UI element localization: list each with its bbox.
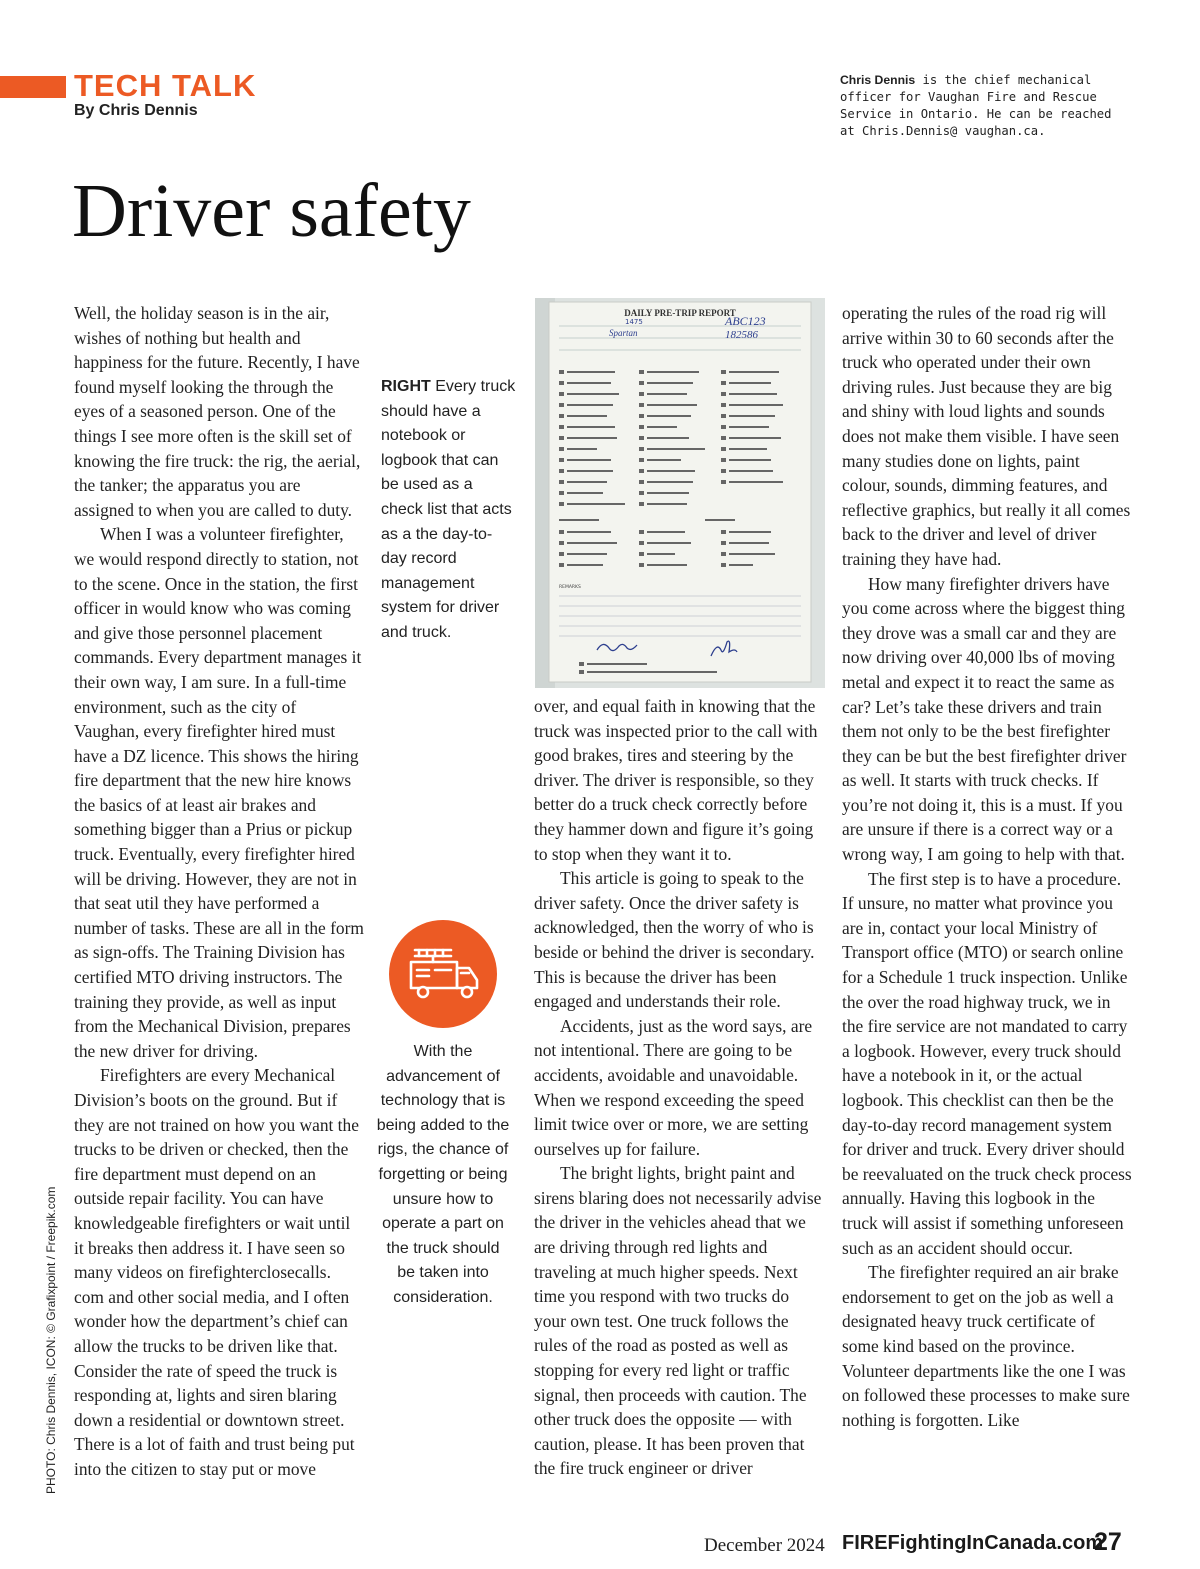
- form-plate-value: ABC123: [725, 314, 766, 328]
- paragraph: The firefighter required an air brake endorsement to get on the job as well a designated heavy truck certificate of some kind based on the province. Volunteer departments like the one I was on followed these processes to make sure nothing is forgotten. Like: [842, 1262, 1130, 1430]
- footer-site: FIREFightingInCanada.com: [842, 1532, 1104, 1554]
- photo-credits: PHOTO: Chris Dennis, ICON: © Grafixpoint / Freepik.com: [44, 1186, 58, 1494]
- paragraph: The bright lights, bright paint and sirens blaring does not necessarily advise the driver in the vehicles ahead that we are driving through red lights and traveling at much higher speeds. Next time you respond with two trucks do your own test. One truck follows the rules of the road as posted as well as stopping for every red light or traffic signal, then proceeds with caution. The other truck does the opposite — with caution, please. It has been proven that the fire truck engineer or driver: [534, 1163, 822, 1479]
- paragraph: operating the rules of the road rig will arrive within 30 to 60 seconds after the truck who operated under their own driving rules. Just because they are big and shiny with loud lights and sounds does not make them visible. I have seen many studies done on lights, paint colour, sounds, dimming features, and reflective graphics, but really it all comes back to the driver and level of driver training they have had.: [842, 303, 1131, 569]
- section-accent-bar: [0, 76, 66, 98]
- photo-caption: [381, 375, 516, 646]
- article-column-2: [534, 694, 824, 1481]
- byline: By Chris Dennis: [74, 102, 198, 119]
- form-odometer-value: 182586: [725, 329, 758, 341]
- form-title: DAILY PRE-TRIP REPORT: [624, 308, 736, 318]
- checklist-photo-graphic: [535, 298, 825, 688]
- paragraph: When I was a volunteer firefighter, we would respond directly to station, not to the scene. Once in the station, the first officer in would know who was coming and give those personnel placement commands. Every department manages it their own way, I am sure. In a full-time environment, such as the city of Vaughan, every firefighter hired must have a DZ licence. This shows the hiring fire department that the new hire knows the basics of at least air brakes and something bigger than a Prius or pickup truck. Eventually, every firefighter hired will be driving. However, they are not in that seat util they have performed a number of tasks. These are all in the form as sign-offs. The Training Division has certified MTO driving instructors. The training they provide, as well as input from the Mechanical Division, prepares the new driver for driving.: [74, 524, 364, 1061]
- form-unit-number: 1475: [625, 318, 643, 326]
- checklist-photo: [535, 298, 825, 688]
- author-name: Chris Dennis: [840, 73, 916, 87]
- pull-quote: With the advancement of technology that is being added to the rigs, the chance of forgetting or being unsure how to operate a part on the truck should be taken into consideration.: [376, 1043, 510, 1306]
- article-column-1: [74, 301, 364, 1482]
- form-vehicle-make: Spartan: [609, 328, 638, 338]
- form-remarks-label: REMARKS: [559, 585, 581, 590]
- paragraph: over, and equal faith in knowing that the truck was inspected prior to the call with good brakes, tires and steering by the driver. The driver is responsible, so they better do a truck check correctly before they hammer down and figure it’s going to stop when they want it to.: [534, 696, 818, 864]
- caption-label: RIGHT: [381, 378, 431, 395]
- section-label: TECH TALK: [74, 68, 257, 103]
- paragraph: Firefighters are every Mechanical Division’s boots on the ground. But if they are not trained on how you want the trucks to be driven or checked, then the fire department must depend on an outside repair facility. You can have knowledgeable firefighters or wait until it breaks then address it. I have seen so many videos on firefighterclosecalls. com and other social media, and I often wonder how the department’s chief can allow the trucks to be driven like that. Consider the rate of speed the truck is responding at, lights and siren blaring down a residential or downtown street. There is a lot of faith and trust being put into the citizen to stay put or move: [74, 1065, 359, 1479]
- paragraph: How many firefighter drivers have you come across where the biggest thing they drove was a small car and they are now driving over 40,000 lbs of moving metal and expect it to react the same as car? Let’s take these drivers and train them not only to be the best firefighter they can be but the best firefighter driver as well. It starts with truck checks. If you’re not doing it, this is a must. If you are unsure if there is a correct way or a wrong way, I am going to help with that.: [842, 573, 1127, 865]
- fire-truck-glyph: [389, 920, 497, 1028]
- caption-text: Every truck should have a notebook or logbook that can be used as a check list that acts as a the day-to-day record management system for driver and truck.: [381, 378, 516, 641]
- author-bio-text: is the chief mechanical officer for Vaughan Fire and Rescue Service in Ontario. He can be reached at Chris.Dennis@ vaughan.ca.: [840, 73, 1112, 138]
- paragraph: Accidents, just as the word says, are not intentional. There are going to be accidents, avoidable and unavoidable. When we respond exceeding the speed limit twice over or more, we are setting ourselves up for failure.: [534, 1015, 813, 1159]
- page-number: 27: [1094, 1528, 1122, 1556]
- paragraph: Well, the holiday season is in the air, wishes of nothing but health and happiness for the future. Recently, I have found myself looking the through the eyes of a seasoned person. One of the things I see more often is the skill set of knowing the fire truck: the rig, the aerial, the tanker; the apparatus you are assigned to when you are called to duty.: [74, 303, 361, 520]
- author-bio: [840, 72, 1130, 140]
- paragraph: The first step is to have a procedure. If unsure, no matter what province you are in, contact your local Ministry of Transport office (MTO) or search online for a Schedule 1 truck inspection. Unlike the over the road highway truck, we in the fire service are not mandated to carry a logbook. However, every truck should have a notebook in it, or the actual logbook. This checklist can then be the day-to-day record management system for driver and truck. Every driver should be reevaluated on the truck check process annually. Having this logbook in the truck will assist if something unforeseen such as an accident should occur.: [842, 868, 1132, 1258]
- article-column-3: [842, 301, 1132, 1432]
- article-title: Driver safety: [72, 169, 471, 253]
- paragraph: This article is going to speak to the driver safety. Once the driver safety is acknowledged, then the worry of who is beside or behind the driver is secondary. This is because the driver has been engaged and understands their role.: [534, 868, 815, 1012]
- fire-truck-icon: [389, 920, 497, 1028]
- footer-date: December 2024: [704, 1535, 825, 1556]
